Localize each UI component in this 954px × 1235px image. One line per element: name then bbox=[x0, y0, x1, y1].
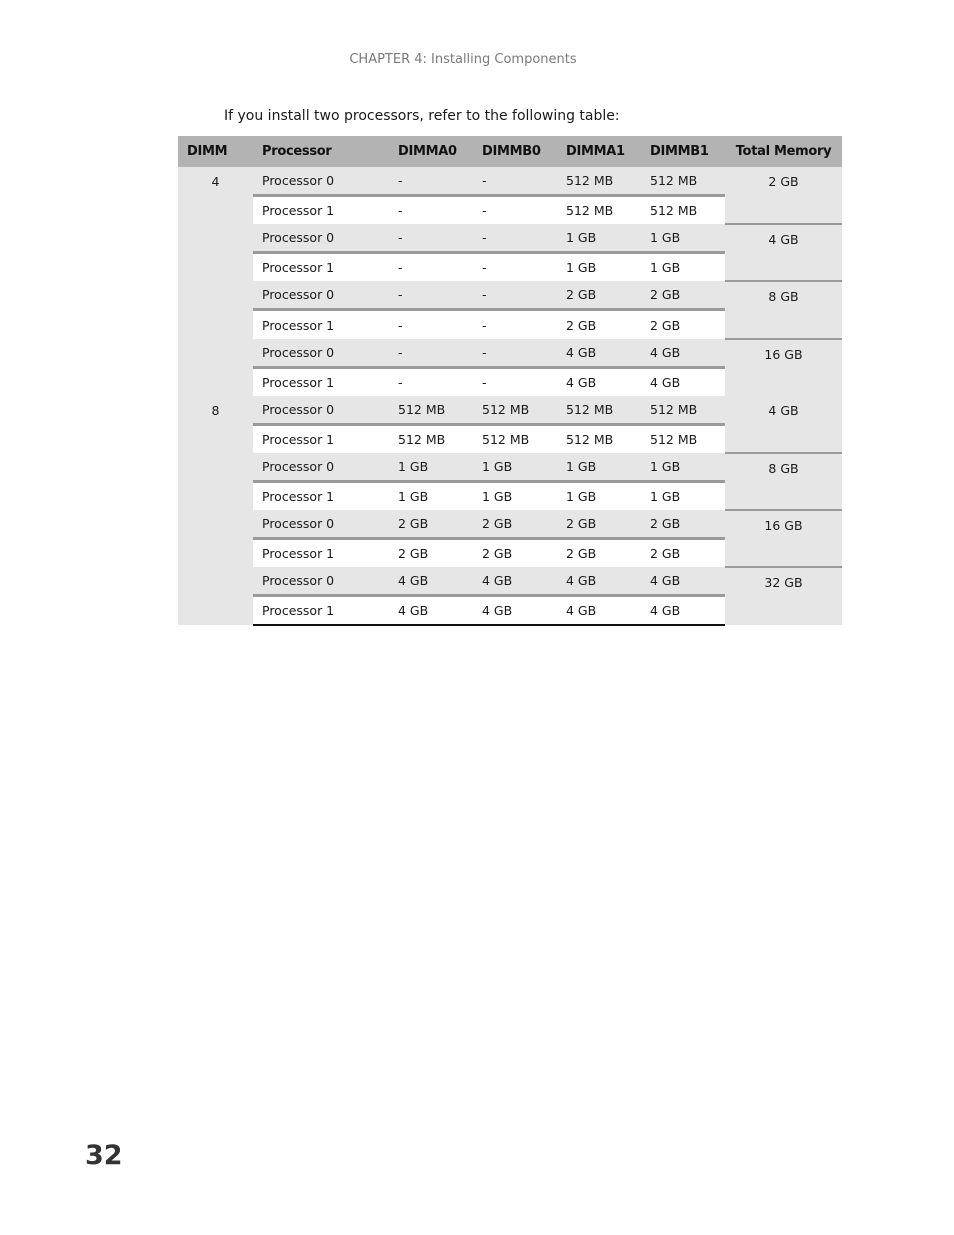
col-header-dimmb0: DIMMB0 bbox=[473, 136, 557, 167]
total-memory-cell: 8 GB bbox=[725, 453, 842, 510]
dimmb0-cell: - bbox=[473, 339, 557, 368]
dimma1-cell: 2 GB bbox=[557, 310, 641, 339]
table-row bbox=[178, 396, 842, 425]
processor-cell: Processor 0 bbox=[253, 396, 389, 425]
dimmb0-cell: 512 MB bbox=[473, 424, 557, 453]
dimmb0-cell: 4 GB bbox=[473, 567, 557, 596]
dimma1-cell: 512 MB bbox=[557, 396, 641, 425]
dimma1-cell: 4 GB bbox=[557, 596, 641, 625]
dimma0-cell: 2 GB bbox=[389, 510, 473, 539]
dimmb1-cell: 4 GB bbox=[641, 596, 725, 625]
dimmb1-cell: 2 GB bbox=[641, 310, 725, 339]
processor-cell: Processor 0 bbox=[253, 224, 389, 253]
dimmb1-cell: 2 GB bbox=[641, 510, 725, 539]
col-header-total-memory: Total Memory bbox=[725, 136, 842, 167]
dimmb1-cell: 4 GB bbox=[641, 339, 725, 368]
col-header-processor: Processor bbox=[253, 136, 389, 167]
dimmb0-cell: - bbox=[473, 281, 557, 310]
table-row bbox=[178, 567, 842, 596]
processor-cell: Processor 1 bbox=[253, 196, 389, 225]
table-row bbox=[178, 281, 842, 310]
total-memory-cell: 4 GB bbox=[725, 396, 842, 453]
dimma1-cell: 1 GB bbox=[557, 453, 641, 482]
col-header-dimm: DIMM bbox=[178, 136, 253, 167]
dimmb1-cell: 1 GB bbox=[641, 482, 725, 511]
table-header-row bbox=[178, 136, 842, 167]
processor-cell: Processor 0 bbox=[253, 167, 389, 196]
processor-cell: Processor 0 bbox=[253, 510, 389, 539]
dimmb0-cell: - bbox=[473, 224, 557, 253]
dimmb1-cell: 2 GB bbox=[641, 281, 725, 310]
processor-cell: Processor 1 bbox=[253, 253, 389, 282]
processor-cell: Processor 1 bbox=[253, 596, 389, 625]
processor-cell: Processor 1 bbox=[253, 367, 389, 396]
processor-cell: Processor 1 bbox=[253, 310, 389, 339]
dimma0-cell: - bbox=[389, 167, 473, 196]
dimm-count-cell: 4 bbox=[178, 167, 253, 396]
dimmb0-cell: 2 GB bbox=[473, 539, 557, 568]
dimmb0-cell: 2 GB bbox=[473, 510, 557, 539]
memory-config-table bbox=[178, 136, 842, 626]
dimmb0-cell: - bbox=[473, 310, 557, 339]
dimmb0-cell: 512 MB bbox=[473, 396, 557, 425]
dimma0-cell: 1 GB bbox=[389, 453, 473, 482]
dimma0-cell: - bbox=[389, 281, 473, 310]
dimmb0-cell: 1 GB bbox=[473, 482, 557, 511]
dimmb0-cell: - bbox=[473, 367, 557, 396]
dimmb0-cell: 1 GB bbox=[473, 453, 557, 482]
processor-cell: Processor 0 bbox=[253, 339, 389, 368]
dimma1-cell: 4 GB bbox=[557, 339, 641, 368]
dimma0-cell: 512 MB bbox=[389, 396, 473, 425]
table-row bbox=[178, 339, 842, 368]
dimmb1-cell: 1 GB bbox=[641, 253, 725, 282]
processor-cell: Processor 1 bbox=[253, 424, 389, 453]
total-memory-cell: 16 GB bbox=[725, 510, 842, 567]
dimmb0-cell: - bbox=[473, 196, 557, 225]
table-row bbox=[178, 167, 842, 196]
dimmb0-cell: - bbox=[473, 253, 557, 282]
dimma1-cell: 512 MB bbox=[557, 196, 641, 225]
dimma0-cell: 4 GB bbox=[389, 567, 473, 596]
chapter-header: CHAPTER 4: Installing Components bbox=[349, 52, 577, 67]
dimma1-cell: 512 MB bbox=[557, 167, 641, 196]
dimma1-cell: 4 GB bbox=[557, 367, 641, 396]
col-header-dimma1: DIMMA1 bbox=[557, 136, 641, 167]
total-memory-cell: 8 GB bbox=[725, 281, 842, 338]
dimmb1-cell: 512 MB bbox=[641, 424, 725, 453]
dimma1-cell: 2 GB bbox=[557, 539, 641, 568]
total-memory-cell: 2 GB bbox=[725, 167, 842, 224]
dimmb1-cell: 1 GB bbox=[641, 224, 725, 253]
dimmb0-cell: 4 GB bbox=[473, 596, 557, 625]
dimmb1-cell: 512 MB bbox=[641, 167, 725, 196]
dimma0-cell: - bbox=[389, 339, 473, 368]
processor-cell: Processor 0 bbox=[253, 567, 389, 596]
table-row bbox=[178, 224, 842, 253]
page-number: 32 bbox=[85, 1140, 123, 1171]
dimma1-cell: 512 MB bbox=[557, 424, 641, 453]
dimma1-cell: 2 GB bbox=[557, 281, 641, 310]
dimma0-cell: 4 GB bbox=[389, 596, 473, 625]
dimma0-cell: - bbox=[389, 253, 473, 282]
processor-cell: Processor 0 bbox=[253, 281, 389, 310]
dimma1-cell: 1 GB bbox=[557, 253, 641, 282]
total-memory-cell: 16 GB bbox=[725, 339, 842, 396]
col-header-dimma0: DIMMA0 bbox=[389, 136, 473, 167]
dimma0-cell: 512 MB bbox=[389, 424, 473, 453]
processor-cell: Processor 1 bbox=[253, 482, 389, 511]
intro-text: If you install two processors, refer to the following table: bbox=[224, 108, 620, 124]
dimma1-cell: 2 GB bbox=[557, 510, 641, 539]
dimmb1-cell: 512 MB bbox=[641, 396, 725, 425]
dimmb1-cell: 512 MB bbox=[641, 196, 725, 225]
dimmb1-cell: 2 GB bbox=[641, 539, 725, 568]
dimmb1-cell: 4 GB bbox=[641, 567, 725, 596]
dimmb1-cell: 4 GB bbox=[641, 367, 725, 396]
total-memory-cell: 32 GB bbox=[725, 567, 842, 624]
dimma1-cell: 1 GB bbox=[557, 224, 641, 253]
dimma0-cell: 2 GB bbox=[389, 539, 473, 568]
dimma0-cell: - bbox=[389, 196, 473, 225]
dimm-count-cell: 8 bbox=[178, 396, 253, 625]
table-row bbox=[178, 453, 842, 482]
dimma0-cell: - bbox=[389, 224, 473, 253]
table-row bbox=[178, 510, 842, 539]
col-header-dimmb1: DIMMB1 bbox=[641, 136, 725, 167]
dimma0-cell: - bbox=[389, 310, 473, 339]
processor-cell: Processor 1 bbox=[253, 539, 389, 568]
dimmb0-cell: - bbox=[473, 167, 557, 196]
dimma1-cell: 4 GB bbox=[557, 567, 641, 596]
dimma1-cell: 1 GB bbox=[557, 482, 641, 511]
total-memory-cell: 4 GB bbox=[725, 224, 842, 281]
dimma0-cell: - bbox=[389, 367, 473, 396]
dimmb1-cell: 1 GB bbox=[641, 453, 725, 482]
processor-cell: Processor 0 bbox=[253, 453, 389, 482]
dimma0-cell: 1 GB bbox=[389, 482, 473, 511]
